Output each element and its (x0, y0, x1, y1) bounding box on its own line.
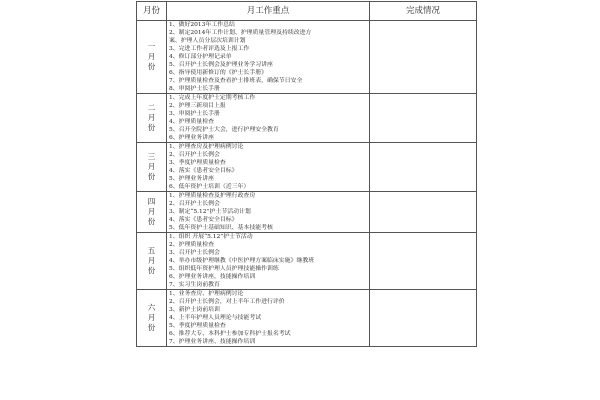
completion-cell[interactable] (370, 21, 477, 94)
month-label-char: 二 (147, 103, 156, 112)
header-focus: 月工作重点 (167, 2, 370, 21)
task-item: 5、召开全院护士大会，进行护理安全教育 (169, 127, 279, 133)
task-item: 6、护理业务讲座，技能操作培训 (169, 274, 256, 280)
task-item: 4、落实《患者安全目标》 (169, 217, 238, 223)
task-item: 7、护理业务讲座、技能操作培训 (169, 339, 256, 345)
task-item: 3、季度护理质量检查 (169, 160, 226, 166)
task-item: 1、护理质量检查及护理行政查房 (169, 193, 256, 199)
task-item: 6、指导使用新修订的《护士长手册》 (169, 70, 267, 76)
task-list (167, 94, 370, 143)
task-item: 3、制定“5.12”护士节活动计划 (169, 209, 251, 215)
task-item: 1、做好2013年工作总结 (169, 22, 235, 28)
month-row (137, 21, 477, 94)
task-item: 4、落实《患者安全目标》 (169, 168, 238, 174)
task-item: 1、护理查房及护理病例讨论 (169, 144, 244, 150)
month-label-char: 六 (147, 303, 156, 312)
month-label-char: 月 (147, 256, 156, 265)
task-item: 3、召开护士长例会 (169, 250, 220, 256)
month-label-char: 份 (147, 62, 156, 71)
month-label (137, 233, 167, 290)
task-item: 5、组织低年资护理人员护理技能操作训练 (169, 266, 279, 272)
task-item: 4、修订部分护理记录单 (169, 54, 232, 60)
month-label-char: 份 (147, 323, 156, 332)
month-label-char: 月 (147, 113, 156, 122)
month-label-char: 月 (147, 52, 156, 61)
header-row (137, 2, 477, 21)
completion-cell[interactable] (370, 94, 477, 143)
task-item: 7、护理质量检查及查看护士排班表，确保节日安全 (169, 78, 303, 84)
task-item: 5、召开护士长例会及护理业务学习讲座 (169, 62, 273, 68)
task-item: 5、季度护理质量检查 (169, 323, 226, 329)
task-item: 2、制定2014年工作计划、护理质量管理及持续改进方 (169, 30, 312, 36)
task-item: 4、举办市级护理继教《中医护理方案临床实施》继教班 (169, 258, 315, 264)
task-item: 3、新护士岗前培训 (169, 307, 220, 313)
task-list (167, 21, 370, 94)
month-label (137, 143, 167, 192)
task-item: 2、召开护士长例会 (169, 201, 220, 207)
plan-rows (137, 21, 477, 347)
completion-cell[interactable] (370, 143, 477, 192)
task-item: 3、审阅护士长手册 (169, 111, 220, 117)
task-list (167, 192, 370, 233)
month-label-char: 一 (147, 42, 156, 51)
month-label-char: 份 (147, 217, 156, 226)
month-row (137, 143, 477, 192)
task-list (167, 143, 370, 192)
month-label-char: 三 (147, 152, 156, 161)
task-item: 7、实习生岗前教育 (169, 282, 220, 288)
month-label-char: 份 (147, 266, 156, 275)
task-item: 5、低年资护士基础知识、基本技能考核 (169, 225, 273, 231)
month-row (137, 290, 477, 347)
task-item: 4、上半年护理人员理论与技能考试 (169, 315, 262, 321)
month-label-char: 份 (147, 123, 156, 132)
completion-cell[interactable] (370, 233, 477, 290)
monthly-plan-table (136, 1, 477, 347)
month-label-char: 五 (147, 246, 156, 255)
task-item: 2、护理三新项目上报 (169, 103, 226, 109)
task-item: 1、完成上年度护士定期考核工作 (169, 95, 256, 101)
work-plan-sheet (136, 1, 477, 347)
month-label-char: 月 (147, 313, 156, 322)
month-row (137, 233, 477, 290)
task-item: 2、护理质量检查 (169, 242, 214, 248)
month-label (137, 94, 167, 143)
month-label-char: 四 (147, 197, 156, 206)
completion-cell[interactable] (370, 192, 477, 233)
task-item: 案、护理人员分层次培训计划 (169, 38, 246, 44)
task-item: 5、护理业务讲座 (169, 176, 214, 182)
month-label-char: 份 (147, 172, 156, 181)
task-item: 2、召开护士长例会，对上半年工作进行评价 (169, 299, 285, 305)
month-label-char: 月 (147, 162, 156, 171)
month-label (137, 192, 167, 233)
month-label (137, 21, 167, 94)
task-item: 4、护理质量检查 (169, 119, 214, 125)
task-item: 2、召开护士长例会 (169, 152, 220, 158)
task-item: 1、组织 开展“5.12”护士节活动 (169, 234, 253, 240)
header-status: 完成情况 (370, 2, 477, 21)
month-row (137, 94, 477, 143)
task-item: 1、业务查房、护理病例讨论 (169, 291, 244, 297)
task-list (167, 233, 370, 290)
month-row (137, 192, 477, 233)
task-list (167, 290, 370, 347)
month-label-char: 月 (147, 207, 156, 216)
task-item: 8、审阅护士长手册 (169, 86, 220, 92)
completion-cell[interactable] (370, 290, 477, 347)
task-item: 6、推荐大专、本科护士参加专科护士报名考试 (169, 331, 291, 337)
task-item: 3、完进工作者评选及上报工作 (169, 46, 250, 52)
task-item: 6、低年资护士培训（近三年） (169, 184, 250, 190)
task-item: 6、护理业务讲座 (169, 135, 214, 141)
header-month: 月份 (137, 2, 167, 21)
month-label (137, 290, 167, 347)
